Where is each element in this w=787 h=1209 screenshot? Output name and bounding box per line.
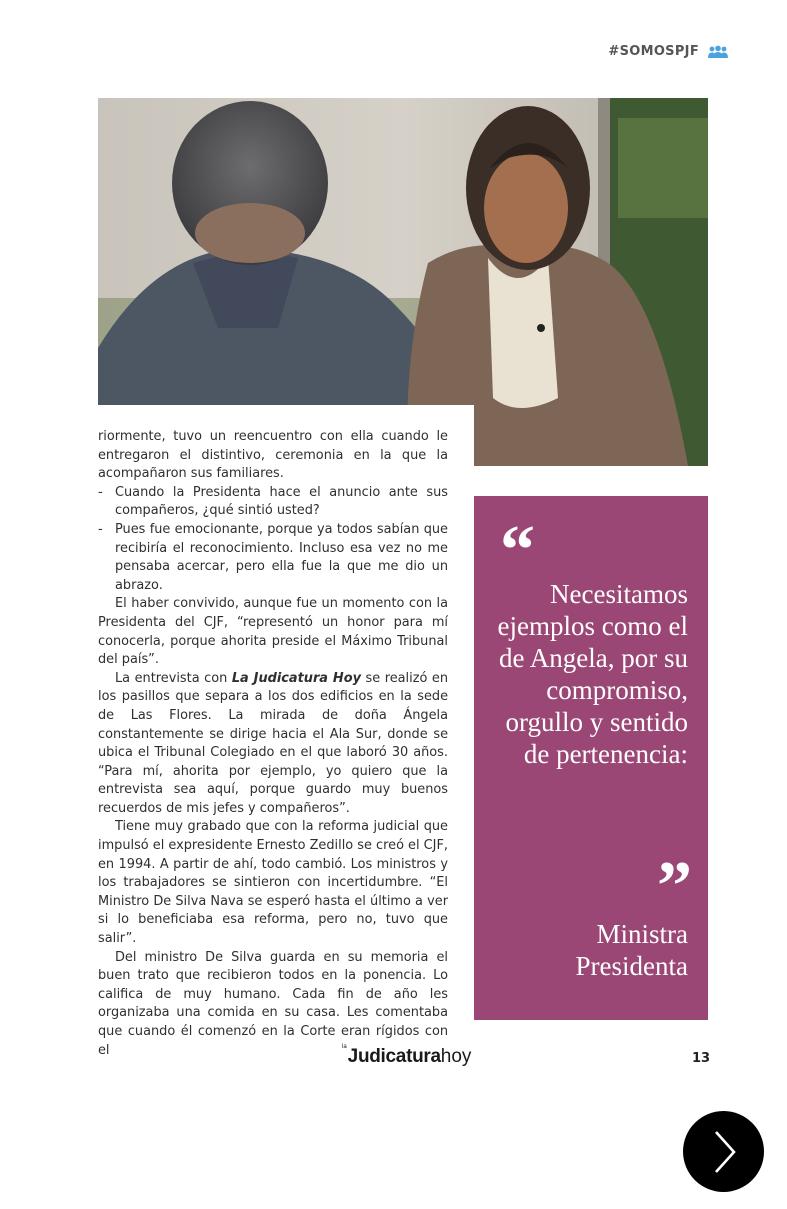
- section-tag: [608, 44, 729, 59]
- dialogue-line: [98, 484, 448, 521]
- pull-quote-author: Ministra Presidenta: [575, 919, 688, 981]
- article-paragraph: [98, 670, 448, 819]
- logo-hoy: hoy: [440, 1046, 472, 1067]
- article-body: [98, 428, 448, 1060]
- section-tag-label: #SOMOSPJF: [608, 44, 699, 59]
- article-paragraph: Tiene muy grabado que con la reforma judicial que impulsó el expresidente Ernesto Zedillo se creó el CJF, en 1994. A partir de ahí, todo cambió. Los ministros y los trabajadores se sintieron con incertidumbre. “El Ministro De Silva Nava se esperó hasta el último a ver si lo beneficiaba esa reforma, pero no, tuvo que salir”.: [98, 819, 448, 947]
- publication-name: La Judicatura Hoy: [231, 670, 361, 686]
- article-paragraph: riormente, tuvo un reencuentro con ella cuando le entregaron el distintivo, ceremonia en la que la acompañaron sus familiares.: [98, 429, 448, 482]
- next-page-button[interactable]: [683, 1111, 764, 1192]
- publication-logo: [342, 1044, 471, 1068]
- chevron-right-icon: [704, 1127, 744, 1177]
- people-group-icon: [707, 45, 729, 59]
- article-paragraph: Del ministro De Silva guarda en su memoria el buen trato que recibieron todos en la ponencia. Lo califica de muy humano. Cada fin de año les organizaba una comida en su casa. Les comentaba que cuando él comenzó en la Corte eran rígidos con el: [98, 949, 448, 1058]
- open-quote-mark: “: [500, 512, 535, 589]
- logo-la: la: [342, 1044, 347, 1050]
- article-text: se realizó en los pasillos que separa a los dos edificios en la sede de Las Flores. La mirada de doña Ángela constantemente se dirige hacia el Ala Sur, donde se ubica el Tribunal Colegiado en el que laboró 30 años. “Para mí, ahorita por ejemplo, yo quiero que la entrevista sea aquí, porque guardo muy buenos recuerdos de mis jefes y compañeros”.: [98, 670, 448, 816]
- dialogue-text: Pues fue emocionante, porque ya todos sabían que recibiría el reconocimiento. Incluso esa vez no me pensaba acercar, pero ella fue la que me dio un abrazo.: [115, 521, 448, 593]
- pull-quote-text: Necesitamos ejemplos como el de Angela, por su compromiso, orgullo y sentido de pertenencia:: [497, 579, 688, 769]
- logo-judicatura: Judicatura: [347, 1046, 441, 1067]
- dialogue-text: Cuando la Presidenta hace el anuncio ante sus compañeros, ¿qué sintió usted?: [115, 484, 448, 519]
- dialogue-dash: -: [98, 484, 103, 500]
- pull-quote: [474, 496, 708, 1020]
- close-quote-mark: ”: [657, 848, 692, 925]
- page-number: 13: [692, 1051, 711, 1066]
- dialogue-line: [98, 521, 448, 595]
- article-text: La entrevista con: [115, 670, 232, 686]
- article-paragraph: El haber convivido, aunque fue un momento con la Presidenta del CJF, “representó un honor para mí conocerla, porque ahorita preside el Máximo Tribunal del país”.: [98, 596, 448, 668]
- dialogue-dash: -: [98, 521, 103, 537]
